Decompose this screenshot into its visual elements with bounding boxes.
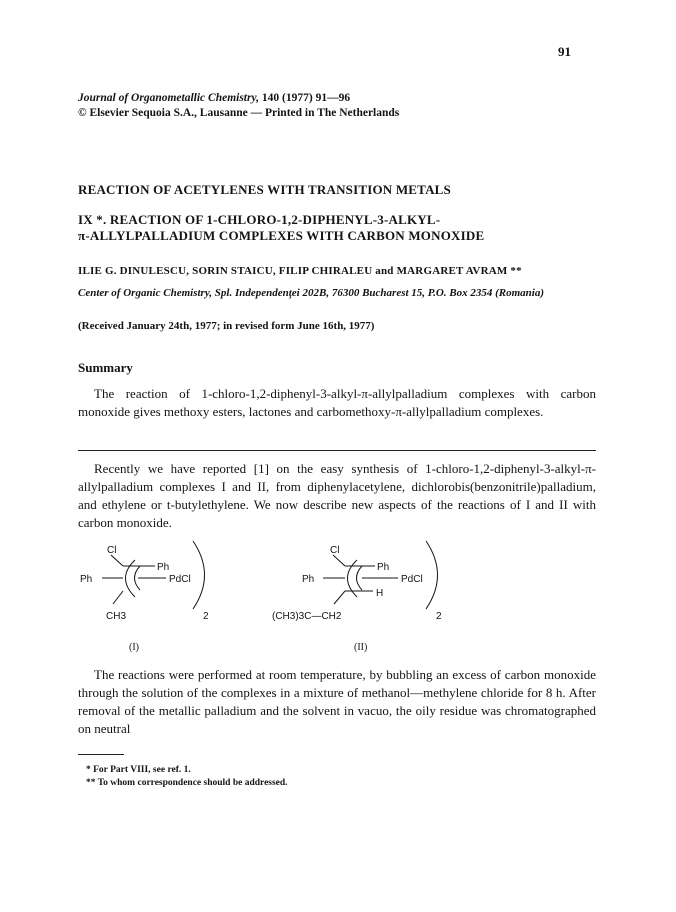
footnote-rule	[78, 754, 124, 755]
affiliation: Center of Organic Chemistry, Spl. Independenţei 202B, 76300 Bucharest 15, P.O. Box 2354 (Romania)	[78, 287, 545, 299]
author-list: ILIE G. DINULESCU, SORIN STAICU, FILIP CHIRALEU and MARGARET AVRAM **	[78, 265, 522, 277]
structure-i-label: (I)	[129, 642, 139, 653]
structure-ii-label: (II)	[354, 642, 368, 653]
footnote-2: ** To whom correspondence should be addressed.	[86, 778, 288, 788]
summary-text: The reaction of 1-chloro-1,2-diphenyl-3-alkyl-π-allylpalladium complexes with carbon monoxide gives methoxy esters, lactones and carbomethoxy-π-allylpalladium complexes.	[78, 386, 596, 419]
structure-ii-bottom: (CH3)3C—CH2	[272, 611, 342, 622]
structure-ii-subscript: 2	[436, 611, 442, 622]
structure-i-ph-top: Ph	[157, 562, 170, 573]
structure-i-pdcl: PdCl	[169, 574, 191, 585]
subtitle-line-2: π-ALLYLPALLADIUM COMPLEXES WITH CARBON MONOXIDE	[78, 228, 485, 243]
footnote-1: * For Part VIII, see ref. 1.	[86, 765, 191, 775]
summary-heading: Summary	[78, 360, 133, 375]
received-dates: (Received January 24th, 1977; in revised form June 16th, 1977)	[78, 320, 375, 332]
structure-i-bottom: CH3	[106, 611, 127, 622]
structure-ii-cl: Cl	[330, 545, 340, 556]
structure-i-cl: Cl	[107, 545, 117, 556]
footnotes	[86, 764, 288, 790]
subtitle-line-1: IX *. REACTION OF 1-CHLORO-1,2-DIPHENYL-3-ALKYL-	[78, 212, 441, 227]
results-paragraph: The reactions were performed at room temperature, by bubbling an excess of carbon monoxide through the solution of the complexes in a mixture of methanol—methylene chloride for 8 h. After removal of the metallic palladium and the solvent in vacuo, the oily residue was chromatographed on neutral	[78, 667, 596, 736]
structure-i-ph-left: Ph	[80, 574, 93, 585]
structure-ii-h: H	[376, 588, 384, 599]
journal-citation: 140 (1977) 91—96	[259, 92, 351, 104]
structure-ii-ph-left: Ph	[302, 574, 315, 585]
structure-i-subscript: 2	[203, 611, 209, 622]
journal-name: Journal of Organometallic Chemistry,	[78, 92, 260, 104]
structure-ii-pdcl: PdCl	[401, 574, 423, 585]
intro-paragraph: Recently we have reported [1] on the easy synthesis of 1-chloro-1,2-diphenyl-3-alkyl-π-allylpalladium complexes I and II, from diphenylacetylene, dichlorobis(benzonitrile)palladium, and ethylene or t-butylethylene. We now describe new aspects of the reactions of I and II with carbon monoxide.	[78, 461, 596, 530]
article-title: REACTION OF ACETYLENES WITH TRANSITION METALS	[78, 182, 451, 197]
structure-ii-ph-top: Ph	[377, 562, 390, 573]
copyright-line: © Elsevier Sequoia S.A., Lausanne — Printed in The Netherlands	[78, 107, 400, 119]
page-number: 91	[558, 44, 571, 59]
